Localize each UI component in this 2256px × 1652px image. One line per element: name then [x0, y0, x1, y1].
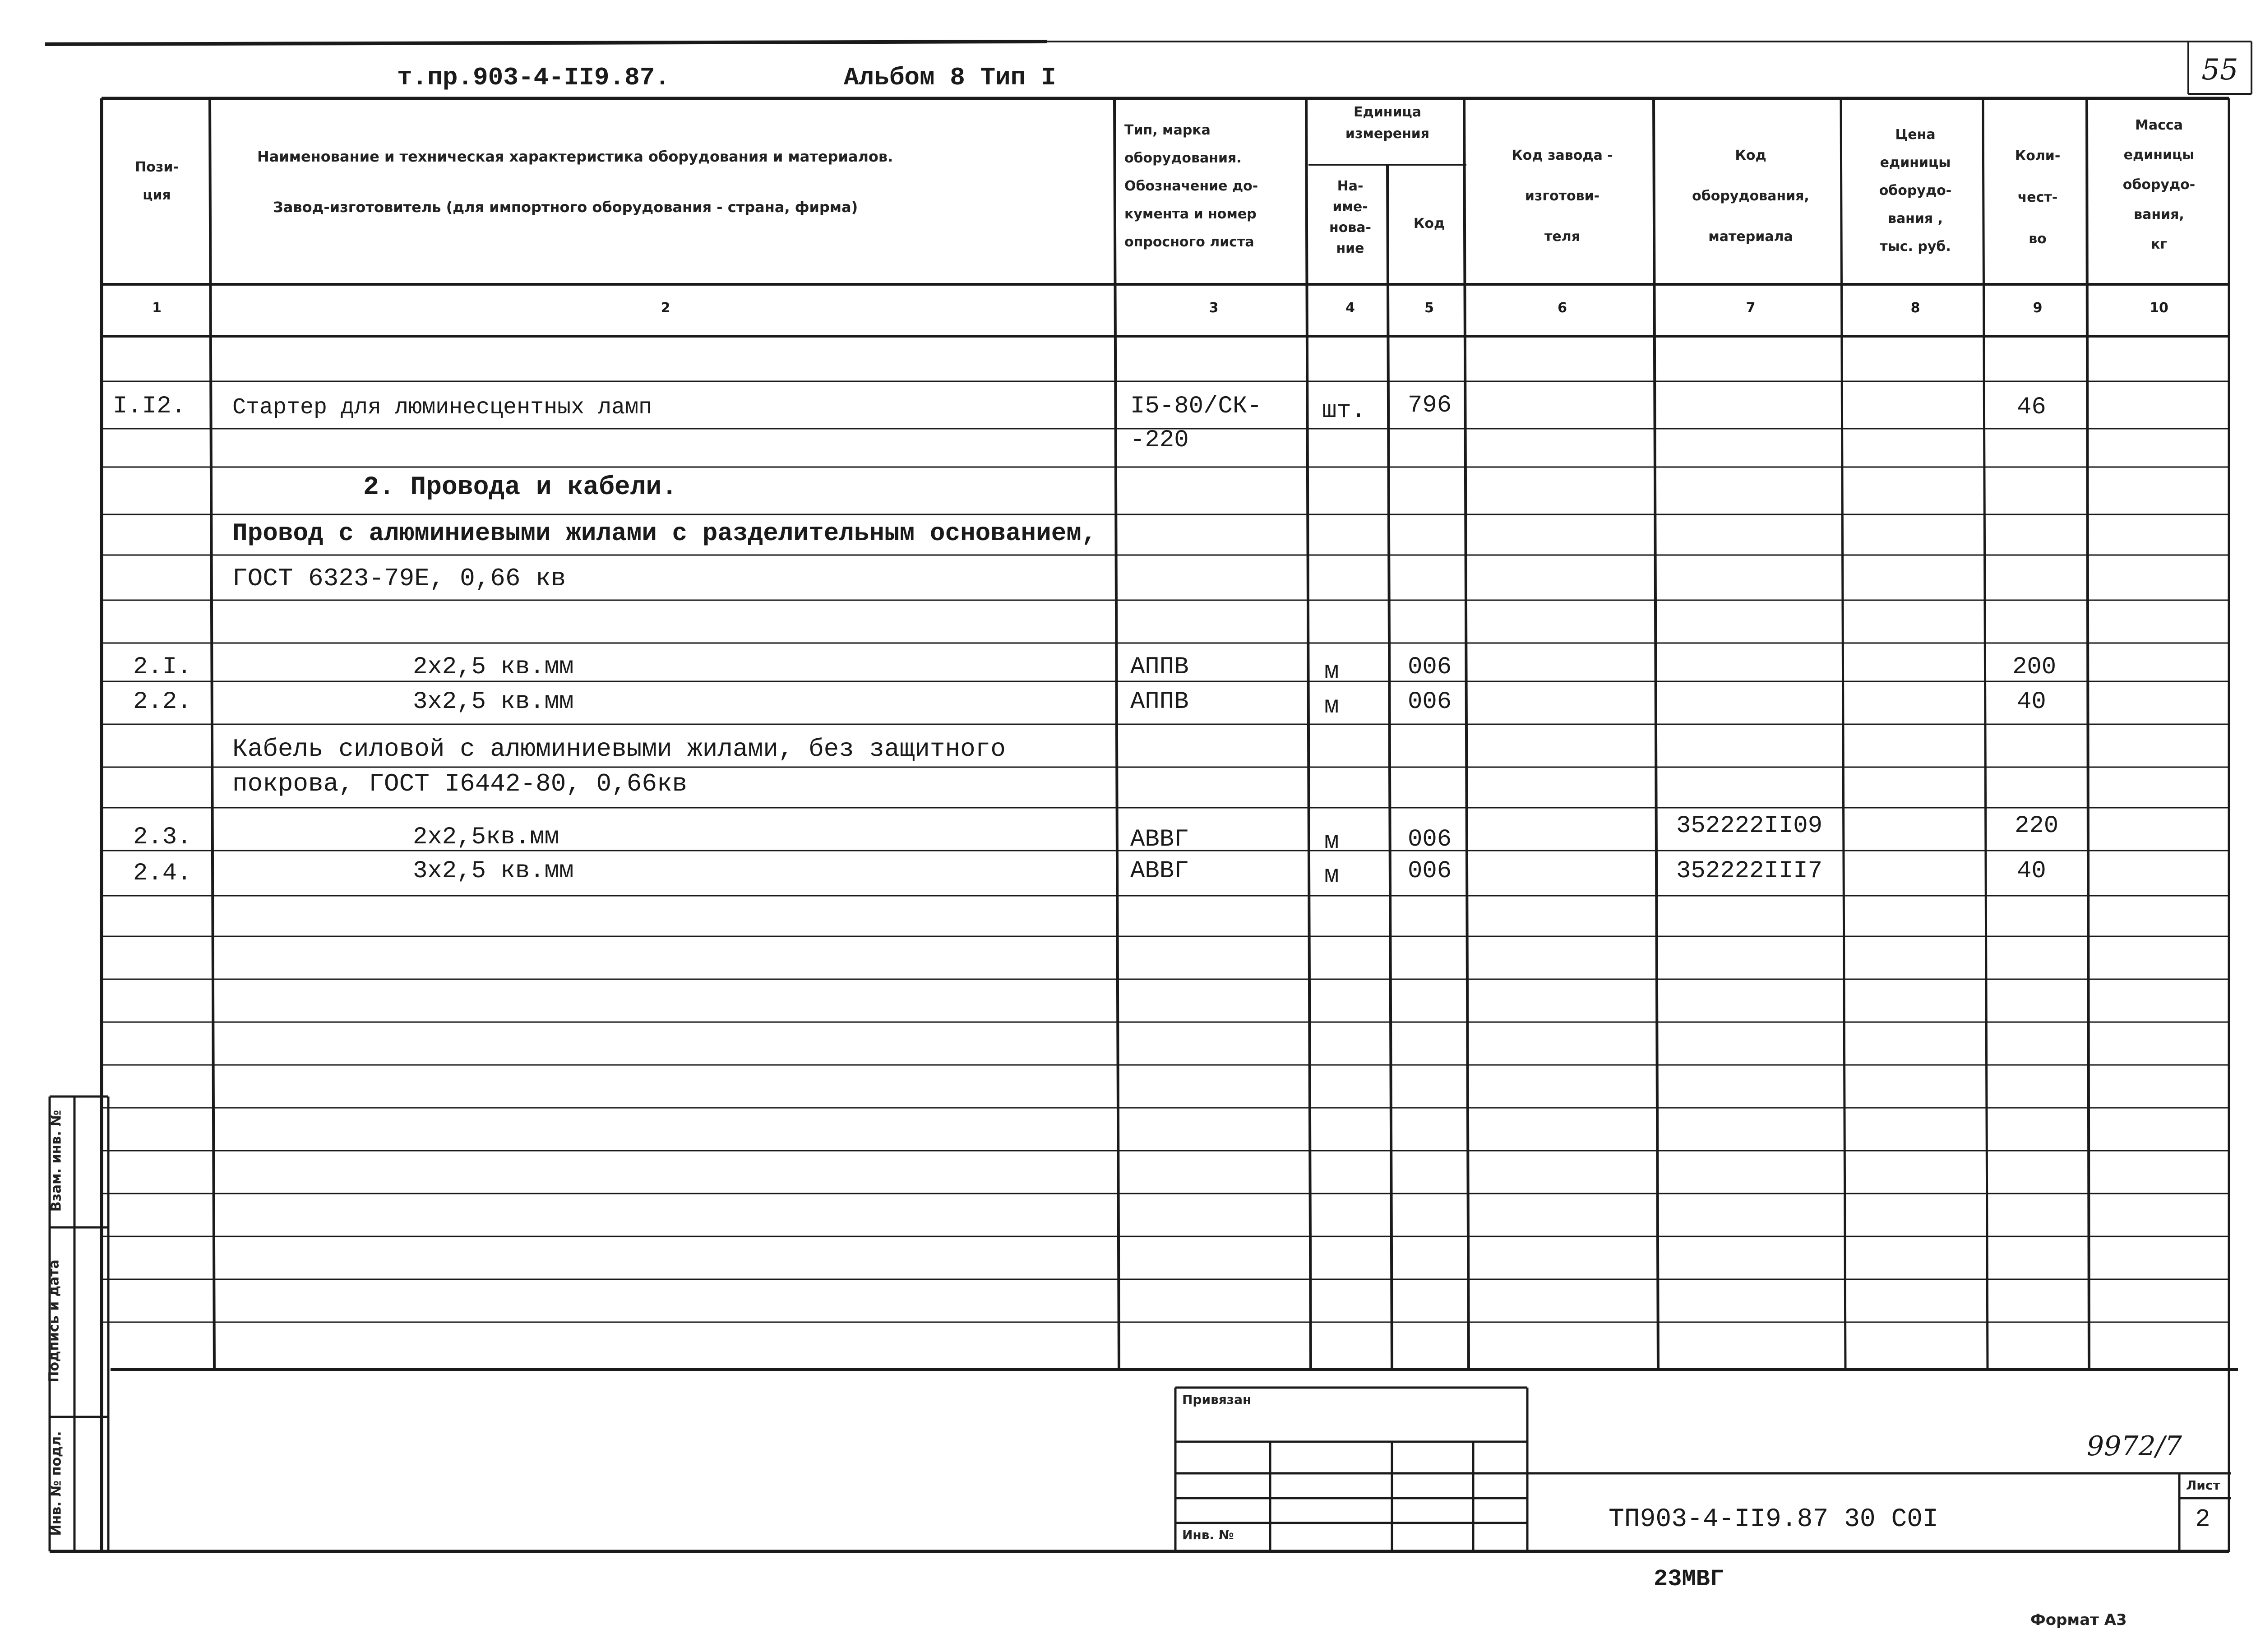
row-2-4-position: 2.4. [133, 860, 192, 887]
col-num-1: 1 [152, 300, 162, 316]
album-label: Альбом 8 Тип I [844, 63, 1056, 92]
header-name-line1: Наименование и техническая характеристика оборудования и материалов. [257, 148, 893, 165]
document-code: ТП903-4-II9.87 30 С0I [1609, 1505, 1938, 1534]
row-2-3-name: 2х2,5кв.мм [413, 824, 559, 851]
row-2-4-equipment-code: 352222III7 [1676, 857, 1823, 885]
row-2-2-unit: м [1324, 693, 1339, 720]
col-num-4: 4 [1345, 300, 1355, 316]
format-label: Формат А3 [2030, 1611, 2127, 1629]
header-price: Цена единицы оборудо- вания , тыс. руб. [1879, 127, 1952, 255]
row-2-2-code: 006 [1408, 688, 1452, 716]
row-2-3-position: 2.3. [133, 824, 192, 851]
wire-description-line1: Провод с алюминиевыми жилами с разделительным основанием, [232, 519, 1097, 548]
row-1-type-line1: I5-80/СК- [1130, 393, 1262, 420]
header-quantity: Коли- чест- во [2015, 148, 2061, 247]
row-2-4-name: 3х2,5 кв.мм [413, 857, 574, 885]
col-num-3: 3 [1209, 300, 1219, 316]
stamp-inv-no: Инв. № [1182, 1527, 1234, 1542]
row-2-3-type: АВВГ [1130, 826, 1189, 853]
header-manufacturer-code: Код завода - изготови- теля [1512, 148, 1613, 245]
header-unit-code: Код [1413, 216, 1445, 231]
col-num-5: 5 [1424, 300, 1434, 316]
header-name-line2: Завод-изготовитель (для импортного оборудования - страна, фирма) [273, 199, 858, 216]
row-1-unit: шт. [1322, 397, 1366, 425]
row-2-1-quantity: 200 [2012, 653, 2057, 681]
section-2-title: 2. Провода и кабели. [363, 473, 678, 502]
row-2-1-type: АППВ [1130, 653, 1189, 681]
copy-code: 23МВГ [1654, 1566, 1724, 1592]
stamp-privyazan: Привязан [1182, 1392, 1252, 1407]
side-podpis-data: Подпись и дата [46, 1259, 62, 1383]
project-code: т.пр.903-4-II9.87. [397, 63, 670, 92]
row-2-3-equipment-code: 352222II09 [1676, 812, 1823, 840]
cable-description-line2: покрова, ГОСТ I6442-80, 0,66кв [232, 769, 688, 798]
header-unit-name: На- име- нова- ние [1329, 178, 1372, 256]
row-2-4-quantity: 40 [2017, 857, 2046, 885]
header-unit-group: Единица измерения [1345, 104, 1430, 142]
row-2-4-unit: м [1324, 862, 1339, 889]
side-inv-podl: Инв. № подл. [48, 1431, 65, 1536]
col-num-10: 10 [2150, 300, 2168, 316]
header-position: Пози- ция [135, 159, 179, 203]
row-2-1-unit: м [1324, 658, 1339, 685]
row-2-2-type: АППВ [1130, 688, 1189, 716]
sheet-number: 2 [2195, 1505, 2210, 1534]
header-mass: Масса единицы оборудо- вания, кг [2122, 117, 2196, 252]
row-2-2-quantity: 40 [2017, 688, 2046, 716]
row-2-1-name: 2х2,5 кв.мм [413, 653, 574, 681]
handwritten-number: 9972/7 [2087, 1430, 2182, 1462]
col-num-9: 9 [2033, 300, 2043, 316]
cable-description-line1: Кабель силовой с алюминиевыми жилами, без защитного [232, 735, 1006, 764]
wire-description-line2: ГОСТ 6323-79Е, 0,66 кв [232, 564, 566, 593]
row-2-3-unit: м [1324, 828, 1339, 856]
sheet-corner-number: 55 [2201, 53, 2238, 87]
row-2-1-code: 006 [1408, 653, 1452, 681]
row-2-3-code: 006 [1408, 826, 1452, 853]
col-num-7: 7 [1746, 300, 1756, 316]
row-2-3-quantity: 220 [2015, 812, 2059, 840]
row-2-2-name: 3х2,5 кв.мм [413, 688, 574, 716]
row-1-position: I.I2. [113, 393, 186, 420]
row-2-4-type: АВВГ [1130, 857, 1189, 885]
side-vzam-inv: Взам. инв. № [48, 1110, 65, 1212]
sheet-label: Лист [2186, 1478, 2220, 1493]
header-type: Тип, марка оборудования. Обозначение до- кумента и номер опросного листа [1124, 122, 1258, 250]
row-1-name: Стартер для люминесцентных ламп [232, 395, 652, 421]
row-1-type-line2: -220 [1130, 426, 1189, 454]
row-2-1-position: 2.I. [133, 653, 192, 681]
row-2-4-code: 006 [1408, 857, 1452, 885]
col-num-8: 8 [1910, 300, 1920, 316]
row-1-code: 796 [1408, 392, 1452, 419]
row-2-2-position: 2.2. [133, 688, 192, 716]
col-num-6: 6 [1558, 300, 1567, 316]
col-num-2: 2 [661, 300, 670, 316]
row-1-quantity: 46 [2017, 393, 2046, 421]
header-equipment-code: Код оборудования, материала [1692, 148, 1809, 245]
